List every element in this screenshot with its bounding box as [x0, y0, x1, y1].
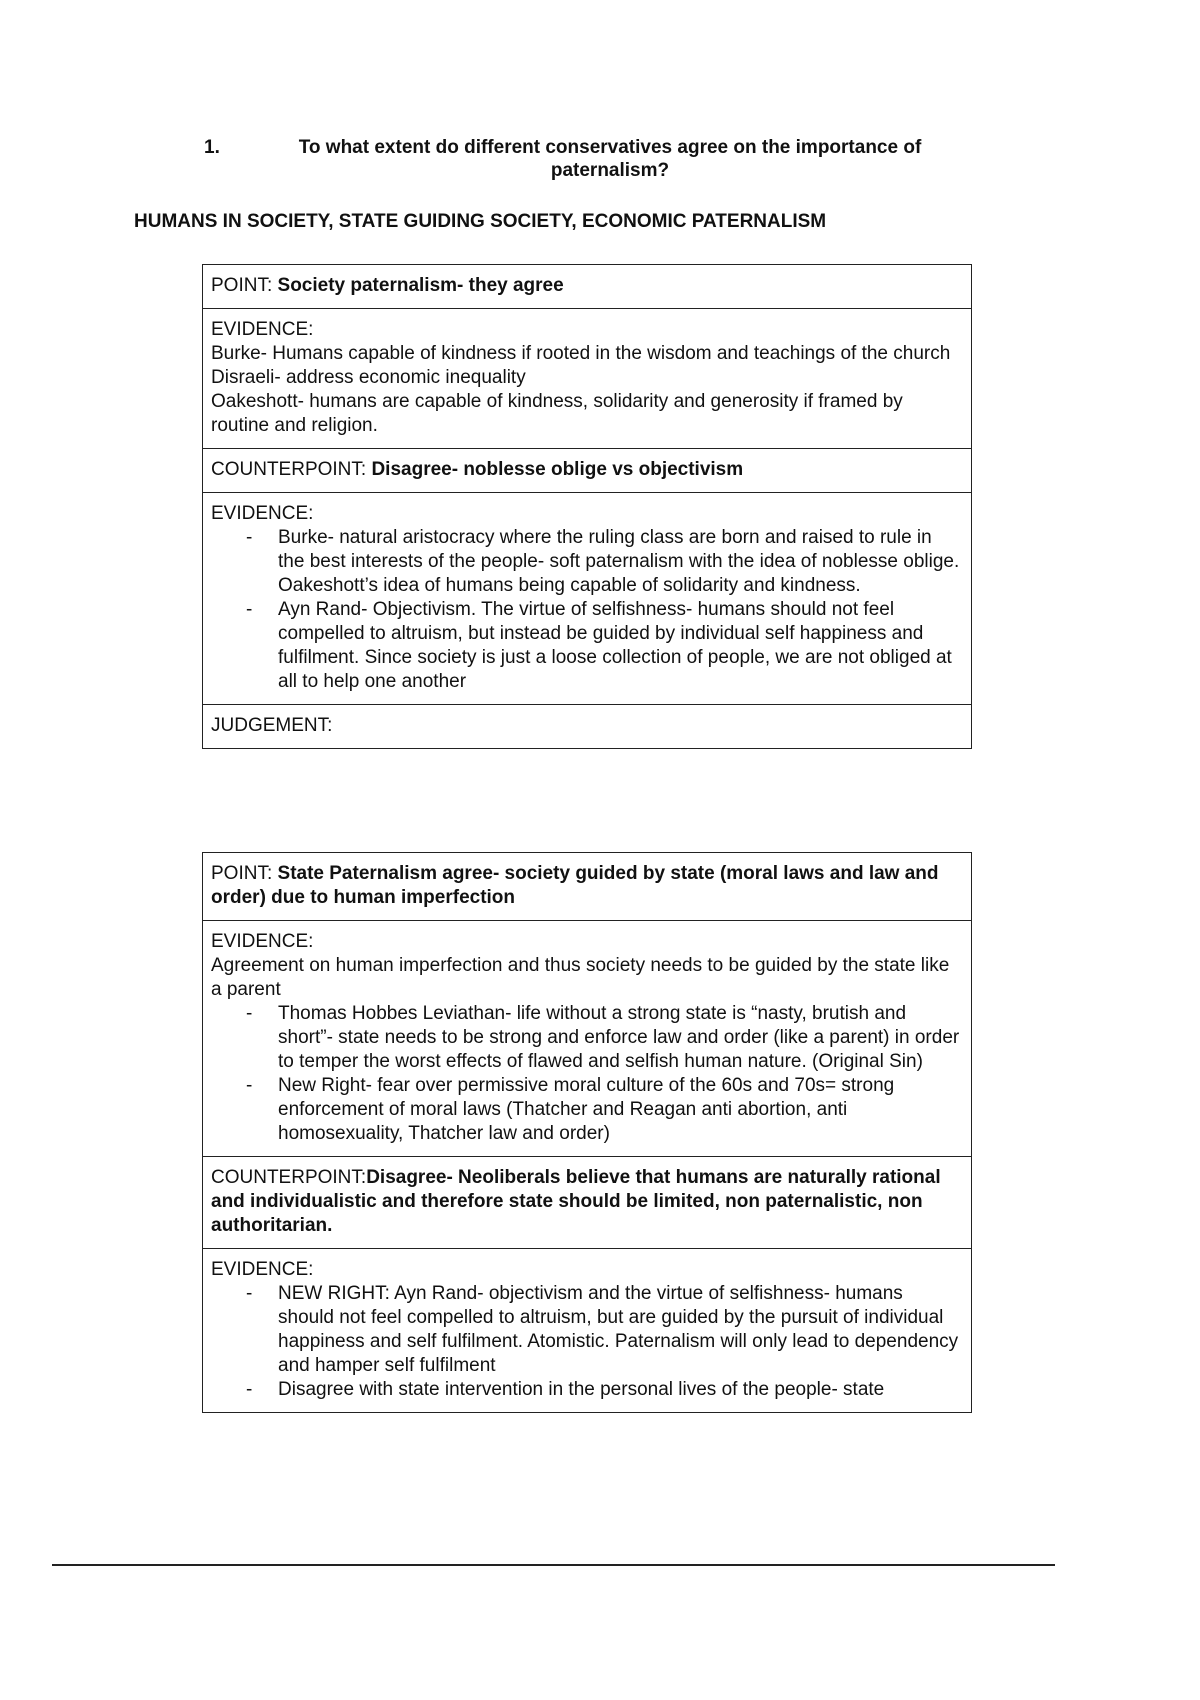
counterpoint-label: COUNTERPOINT: — [211, 1167, 367, 1188]
evidence-bullet: - Thomas Hobbes Leviathan- life without a strong state is “nasty, brutish and short”- state needs to be strong and enforce law and order (like a parent) in order to temper the worst effects of flawed and selfish human nature. (Original Sin) — [278, 1002, 963, 1074]
evidence-line: Disraeli- address economic inequality — [211, 367, 526, 388]
judgement-label: JUDGEMENT: — [203, 705, 972, 749]
evidence-line: Oakeshott- humans are capable of kindness, solidarity and generosity if framed by routine and religion. — [211, 391, 903, 436]
question-text: To what extent do different conservatives agree on the importance of paternalism? — [298, 137, 922, 181]
evidence-list — [211, 526, 963, 694]
evidence-bullet: - Burke- natural aristocracy where the ruling class are born and raised to rule in the best interests of the people- soft paternalism with the idea of noblesse oblige. Oakeshott’s idea of humans being capable of solidarity and kindness. — [278, 526, 963, 598]
evidence-line: Burke- Humans capable of kindness if rooted in the wisdom and teachings of the church — [211, 343, 951, 364]
point-label: POINT: — [211, 863, 278, 884]
evidence-label: EVIDENCE: — [211, 1259, 314, 1280]
point-text: State Paternalism agree- society guided by state (moral laws and law and order) due to human imperfection — [211, 863, 939, 908]
counterpoint-text: Disagree- Neoliberals believe that humans are naturally rational and individualistic and therefore state should be limited, non paternalistic, non authoritarian. — [211, 1167, 941, 1236]
evidence-row — [203, 1249, 972, 1413]
evidence-row — [203, 493, 972, 705]
essay-plan-table-1 — [202, 264, 972, 749]
point-row — [203, 265, 972, 309]
counterpoint-text: Disagree- noblesse oblige vs objectivism — [371, 459, 744, 480]
evidence-row — [203, 309, 972, 449]
point-label: POINT: — [211, 275, 278, 296]
judgement-row — [203, 705, 972, 749]
section-heading: HUMANS IN SOCIETY, STATE GUIDING SOCIETY, ECONOMIC PATERNALISM — [134, 211, 827, 232]
point-text: Society paternalism- they agree — [277, 275, 564, 296]
evidence-list — [211, 1282, 963, 1402]
counterpoint-row — [203, 449, 972, 493]
evidence-label: EVIDENCE: — [211, 503, 314, 524]
point-row — [203, 853, 972, 921]
evidence-bullet: - Disagree with state intervention in the personal lives of the people- state — [278, 1378, 963, 1402]
evidence-label: EVIDENCE: — [211, 319, 314, 340]
evidence-label: EVIDENCE: — [211, 931, 314, 952]
counterpoint-label: COUNTERPOINT: — [211, 459, 372, 480]
evidence-intro: Agreement on human imperfection and thus society needs to be guided by the state like a parent — [211, 955, 950, 1000]
evidence-bullet: - New Right- fear over permissive moral culture of the 60s and 70s= strong enforcement of moral laws (Thatcher and Reagan anti abortion, anti homosexuality, Thatcher law and order) — [278, 1074, 963, 1146]
evidence-bullet: - NEW RIGHT: Ayn Rand- objectivism and the virtue of selfishness- humans should not feel compelled to altruism, but are guided by the pursuit of individual happiness and self fulfilment. Atomistic. Paternalism will only lead to dependency and hamper self fulfilment — [278, 1282, 963, 1378]
essay-plan-table-2 — [202, 852, 972, 1413]
evidence-row — [203, 921, 972, 1157]
counterpoint-row — [203, 1157, 972, 1249]
question-title — [200, 136, 980, 182]
evidence-list — [211, 1002, 963, 1146]
evidence-bullet: - Ayn Rand- Objectivism. The virtue of selfishness- humans should not feel compelled to altruism, but instead be guided by individual self happiness and fulfilment. Since society is just a loose collection of people, we are not obliged at all to help one another — [278, 598, 963, 694]
question-number: 1. — [204, 137, 220, 158]
footer-divider — [52, 1564, 1055, 1566]
